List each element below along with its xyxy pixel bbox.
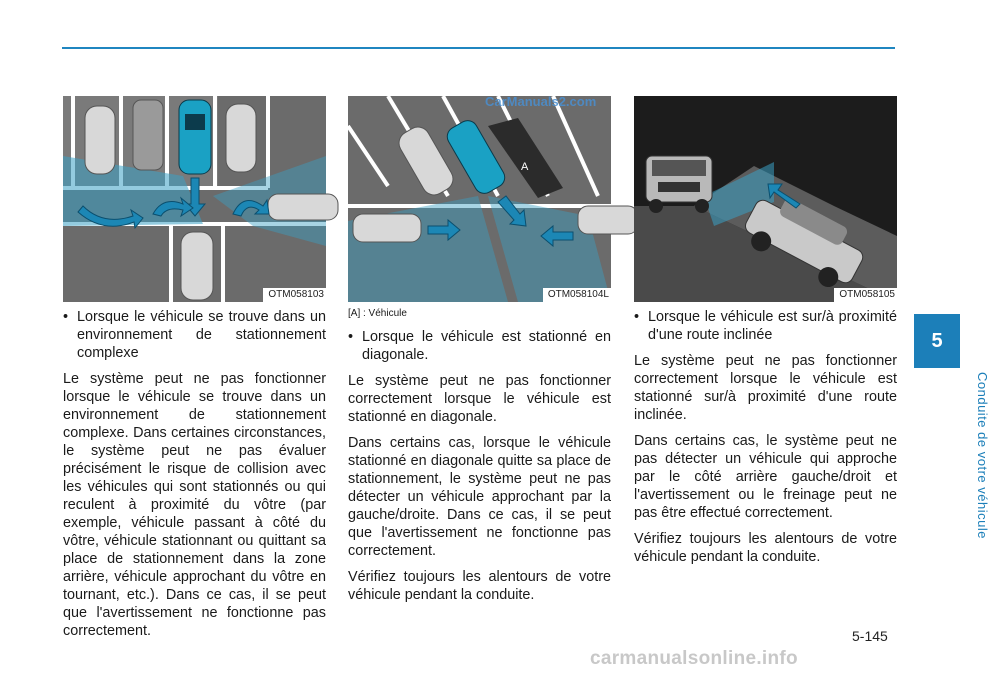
paragraph: Dans certains cas, le système peut ne pas détecter un véhicule qui approche par le côté arrière gauche/droit et l'avertissement ou le freinage peut ne pas être effectué correctement.: [634, 433, 897, 521]
diagonal-parking-illustration: [348, 96, 611, 302]
figure-inclined-road: [634, 96, 897, 302]
paragraph: Le système peut ne pas fonctionner correctement lorsque le véhicule est stationné en diagonale.: [348, 373, 611, 425]
figure-legend: [A] : Véhicule: [348, 308, 407, 319]
watermark-top: CarManuals2.com: [485, 94, 597, 109]
paragraph: Vérifiez toujours les alentours de votre véhicule pendant la conduite.: [348, 569, 611, 603]
bullet-heading: • Lorsque le véhicule se trouve dans un environnement de stationnement complexe: [63, 308, 326, 362]
column-diagonal-parking: [348, 308, 611, 612]
column-inclined-road: [634, 308, 897, 574]
watermark-bottom: carmanualsonline.info: [590, 648, 798, 669]
paragraph: Le système peut ne pas fonctionner correctement lorsque le véhicule est stationné sur/à proximité d'une route inclinée.: [634, 353, 897, 423]
complex-parking-illustration: [63, 96, 326, 302]
bullet-heading: • Lorsque le véhicule est stationné en diagonale.: [348, 328, 611, 364]
figure-diagonal-parking: [348, 96, 611, 302]
figure-code: OTM058103: [263, 288, 326, 302]
paragraph: Vérifiez toujours les alentours de votre véhicule pendant la conduite.: [634, 531, 897, 565]
column-complex-parking: [63, 308, 326, 648]
figure-code: OTM058104L: [543, 288, 611, 302]
header-rule: [62, 47, 895, 49]
figure-complex-parking: [63, 96, 326, 302]
zone-a-label: A: [521, 161, 529, 173]
paragraph: Le système peut ne pas fonctionner lorsque le véhicule se trouve dans un environnement de stationnement complexe. Dans certaines circonstances, le système peut ne pas évaluer précisément le risque de collision avec les véhicules qui sont stationnés ou qui reculent à proximité du vôtre (par exemple, véhicule passant à côté du vôtre, véhicule stationnant ou quittant sa place de stationnement dans la zone arrière, véhicule approchant du vôtre en tournant, etc.). Dans ce cas, il se peut que l'avertissement ne fonctionne pas correctement.: [63, 371, 326, 639]
paragraph: Dans certains cas, lorsque le véhicule stationné en diagonale quitte sa place de stationnement, le système peut ne pas détecter un véhicule approchant par la gauche/droite. Dans ce cas, il se peut que l'avertissement ne fonctionne pas correctement.: [348, 435, 611, 559]
bullet-heading: • Lorsque le véhicule est sur/à proximité d'une route inclinée: [634, 308, 897, 344]
inclined-road-illustration: [634, 96, 897, 302]
chapter-number-tab: 5: [914, 314, 960, 368]
chapter-title: Conduite de votre véhicule: [975, 371, 990, 539]
page-number: 5-145: [852, 628, 888, 644]
figure-code: OTM058105: [834, 288, 897, 302]
